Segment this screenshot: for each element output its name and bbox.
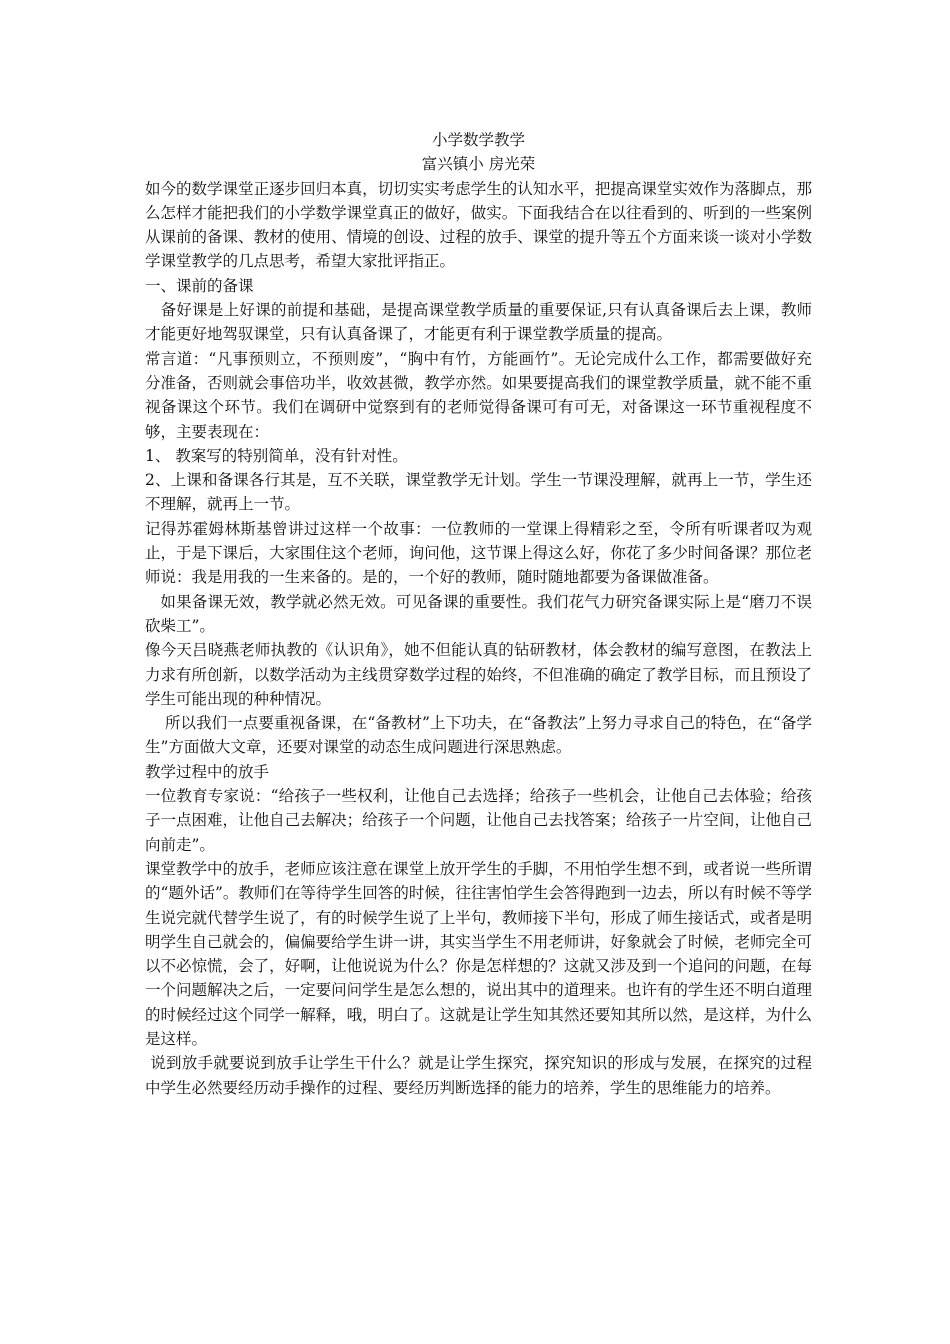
list-item: 1、 教案写的特别简单，没有针对性。 (145, 446, 408, 465)
paragraph: 像今天吕晓燕老师执教的《认识角》，她不但能认真的钻研教材，体会教材的编写意图，在教法上力求有所创新，以数学活动为主线贯穿数学过程的始终，不但准确的确定了教学目标，而且预设了学生可能出现的种种情况。 (145, 641, 812, 708)
paragraph: 记得苏霍姆林斯基曾讲过这样一个故事：一位教师的一堂课上得精彩之至，令所有听课者叹为观止，于是下课后，大家围住这个老师，询问他，这节课上得这么好，你花了多少时间备课？那位老师说：我是用我的一生来备的。是的，一个好的教师，随时随地都要为备课做准备。 (145, 519, 812, 587)
section-heading-letting-go: 教学过程中的放手 (145, 762, 270, 781)
section-heading-lesson-prep: 一、课前的备课 (145, 276, 254, 295)
document-page (145, 128, 812, 1100)
paragraph: 所以我们一点要重视备课，在“备教材”上下功夫，在“备教法”上努力寻求自己的特色，在“备学生”方面做大文章，还要对课堂的动态生成问题进行深思熟虑。 (145, 714, 812, 757)
paragraph: 常言道：“凡事预则立，不预则废”，“胸中有竹，方能画竹”。无论完成什么工作，都需要做好充分准备，否则就会事倍功半，收效甚微，教学亦然。如果要提高我们的课堂教学质量，就不能不重视备课这个环节。我们在调研中觉察到有的老师觉得备课可有可无，对备课这一环节重视程度不够，主要表现在： (145, 349, 812, 441)
paragraph: 备好课是上好课的前提和基础，是提高课堂教学质量的重要保证,只有认真备课后去上课，教师才能更好地驾驭课堂，只有认真备课了，才能更有利于课堂教学质量的提高。 (145, 301, 813, 344)
document-author: 富兴镇小 房光荣 (421, 155, 536, 174)
list-item: 2、上课和备课各行其是，互不关联，课堂教学无计划。学生一节课没理解，就再上一节，学生还不理解，就再上一节。 (145, 471, 812, 514)
paragraph: 课堂教学中的放手，老师应该注意在课堂上放开学生的手脚，不用怕学生想不到，或者说一些所谓的“题外话”。教师们在等待学生回答的时候，往往害怕学生会答得跑到一边去，所以有时候不等学生说完就代替学生说了，有的时候学生说了上半句，教师接下半句，形成了师生接话式，或者是明明学生自己就会的，偏偏要给学生讲一讲，其实当学生不用老师讲，好象就会了时候，老师完全可以不必惊慌，会了，好啊，让他说说为什么？你是怎样想的？这就又涉及到一个追问的问题，在每一个问题解决之后，一定要问问学生是怎么想的，说出其中的道理来。也许有的学生还不明白道理的时候经过这个同学一解释，哦，明白了。这就是让学生知其然还要知其所以然，是这样，为什么是这样。 (145, 859, 812, 1048)
paragraph: 说到放手就要说到放手让学生干什么？就是让学生探究，探究知识的形成与发展，在探究的过程中学生必然要经历动手操作的过程、要经历判断选择的能力的培养，学生的思维能力的培养。 (145, 1054, 812, 1097)
paragraph: 如果备课无效，教学就必然无效。可见备课的重要性。我们花气力研究备课实际上是“磨刀不误砍柴工”。 (145, 592, 813, 635)
paragraph-intro: 如今的数学课堂正逐步回归本真，切切实实考虑学生的认知水平，把提高课堂实效作为落脚点，那么怎样才能把我们的小学数学课堂真正的做好，做实。下面我结合在以往看到的、听到的一些案例从课前的备课、教材的使用、情境的创设、过程的放手、课堂的提升等五个方面来谈一谈对小学数学课堂教学的几点思考，希望大家批评指正。 (145, 179, 812, 271)
document-title: 小学数学教学 (431, 131, 525, 149)
paragraph: 一位教育专家说：“给孩子一些权利，让他自己去选择；给孩子一些机会，让他自己去体验；给孩子一点困难，让他自己去解决；给孩子一个问题，让他自己去找答案；给孩子一片空间，让他自己向前走”。 (145, 787, 812, 854)
